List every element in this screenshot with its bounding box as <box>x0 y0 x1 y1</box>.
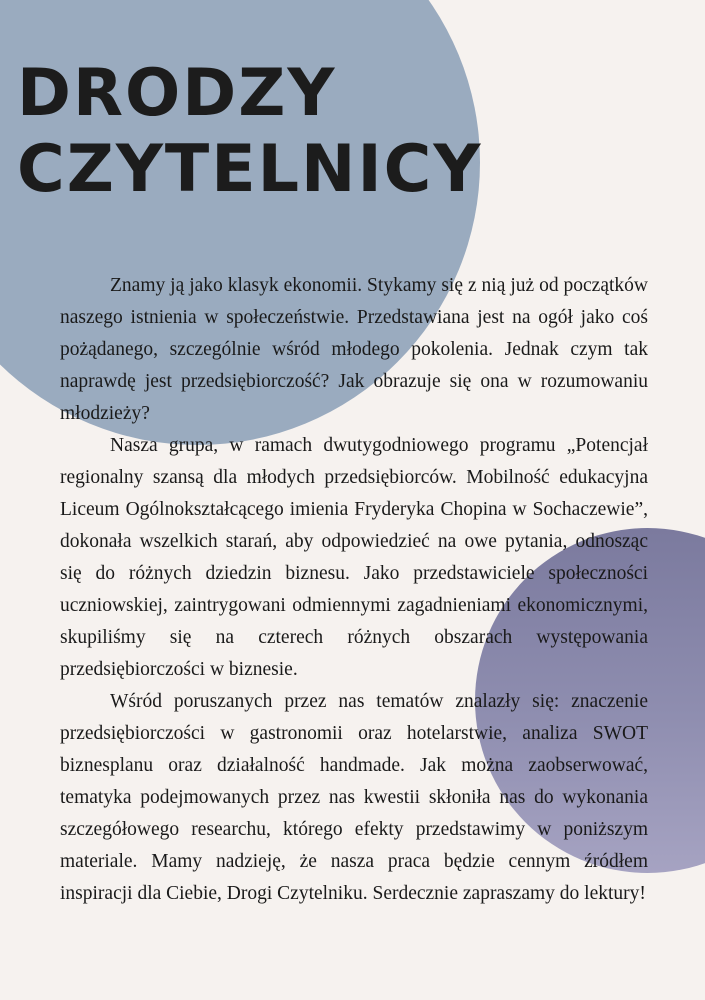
paragraph-3: Wśród poruszanych przez nas tematów znalazły się: znaczenie przedsiębiorczości w gastronomii oraz hotelarstwie, analiza SWOT biznesplanu oraz działalność handmade. Jak można zaobserwować, tematyka podejmowanych przez nas kwestii skłoniła nas do wykonania szczegółowego researchu, którego efekty przedstawimy w poniższym materiale. Mamy nadzieję, że nasza praca będzie cennym źródłem inspiracji dla Ciebie, Drogi Czytelniku. Serdecznie zapraszamy do lektury! <box>60 691 648 904</box>
page-title-line-2: CZYTELNICY <box>17 132 483 207</box>
body-text <box>60 270 648 910</box>
paragraph-2: Nasza grupa, w ramach dwutygodniowego programu „Potencjał regionalny szansą dla młodych przedsiębiorców. Mobilność edukacyjna Liceum Ogólnokształcącego imienia Fryderyka Chopina w Sochaczewie”, dokonała wszelkich starań, aby odpowiedzieć na owe pytania, odnosząc się do różnych dziedzin biznesu. Jako przedstawiciele społeczności uczniowskiej, zaintrygowani odmiennymi zagadnieniami ekonomicznymi, skupiliśmy się na czterech różnych obszarach występowania przedsiębiorczości w biznesie. <box>60 435 648 680</box>
paragraph-1: Znamy ją jako klasyk ekonomii. Stykamy się z nią już od początków naszego istnienia w społeczeństwie. Przedstawiana jest na ogół jako coś pożądanego, szczególnie wśród młodego pokolenia. Jednak czym tak naprawdę jest przedsiębiorczość? Jak obrazuje się ona w rozumowaniu młodzieży? <box>60 275 648 424</box>
page-title <box>17 56 482 208</box>
page-title-line-1: DRODZY <box>17 56 337 131</box>
